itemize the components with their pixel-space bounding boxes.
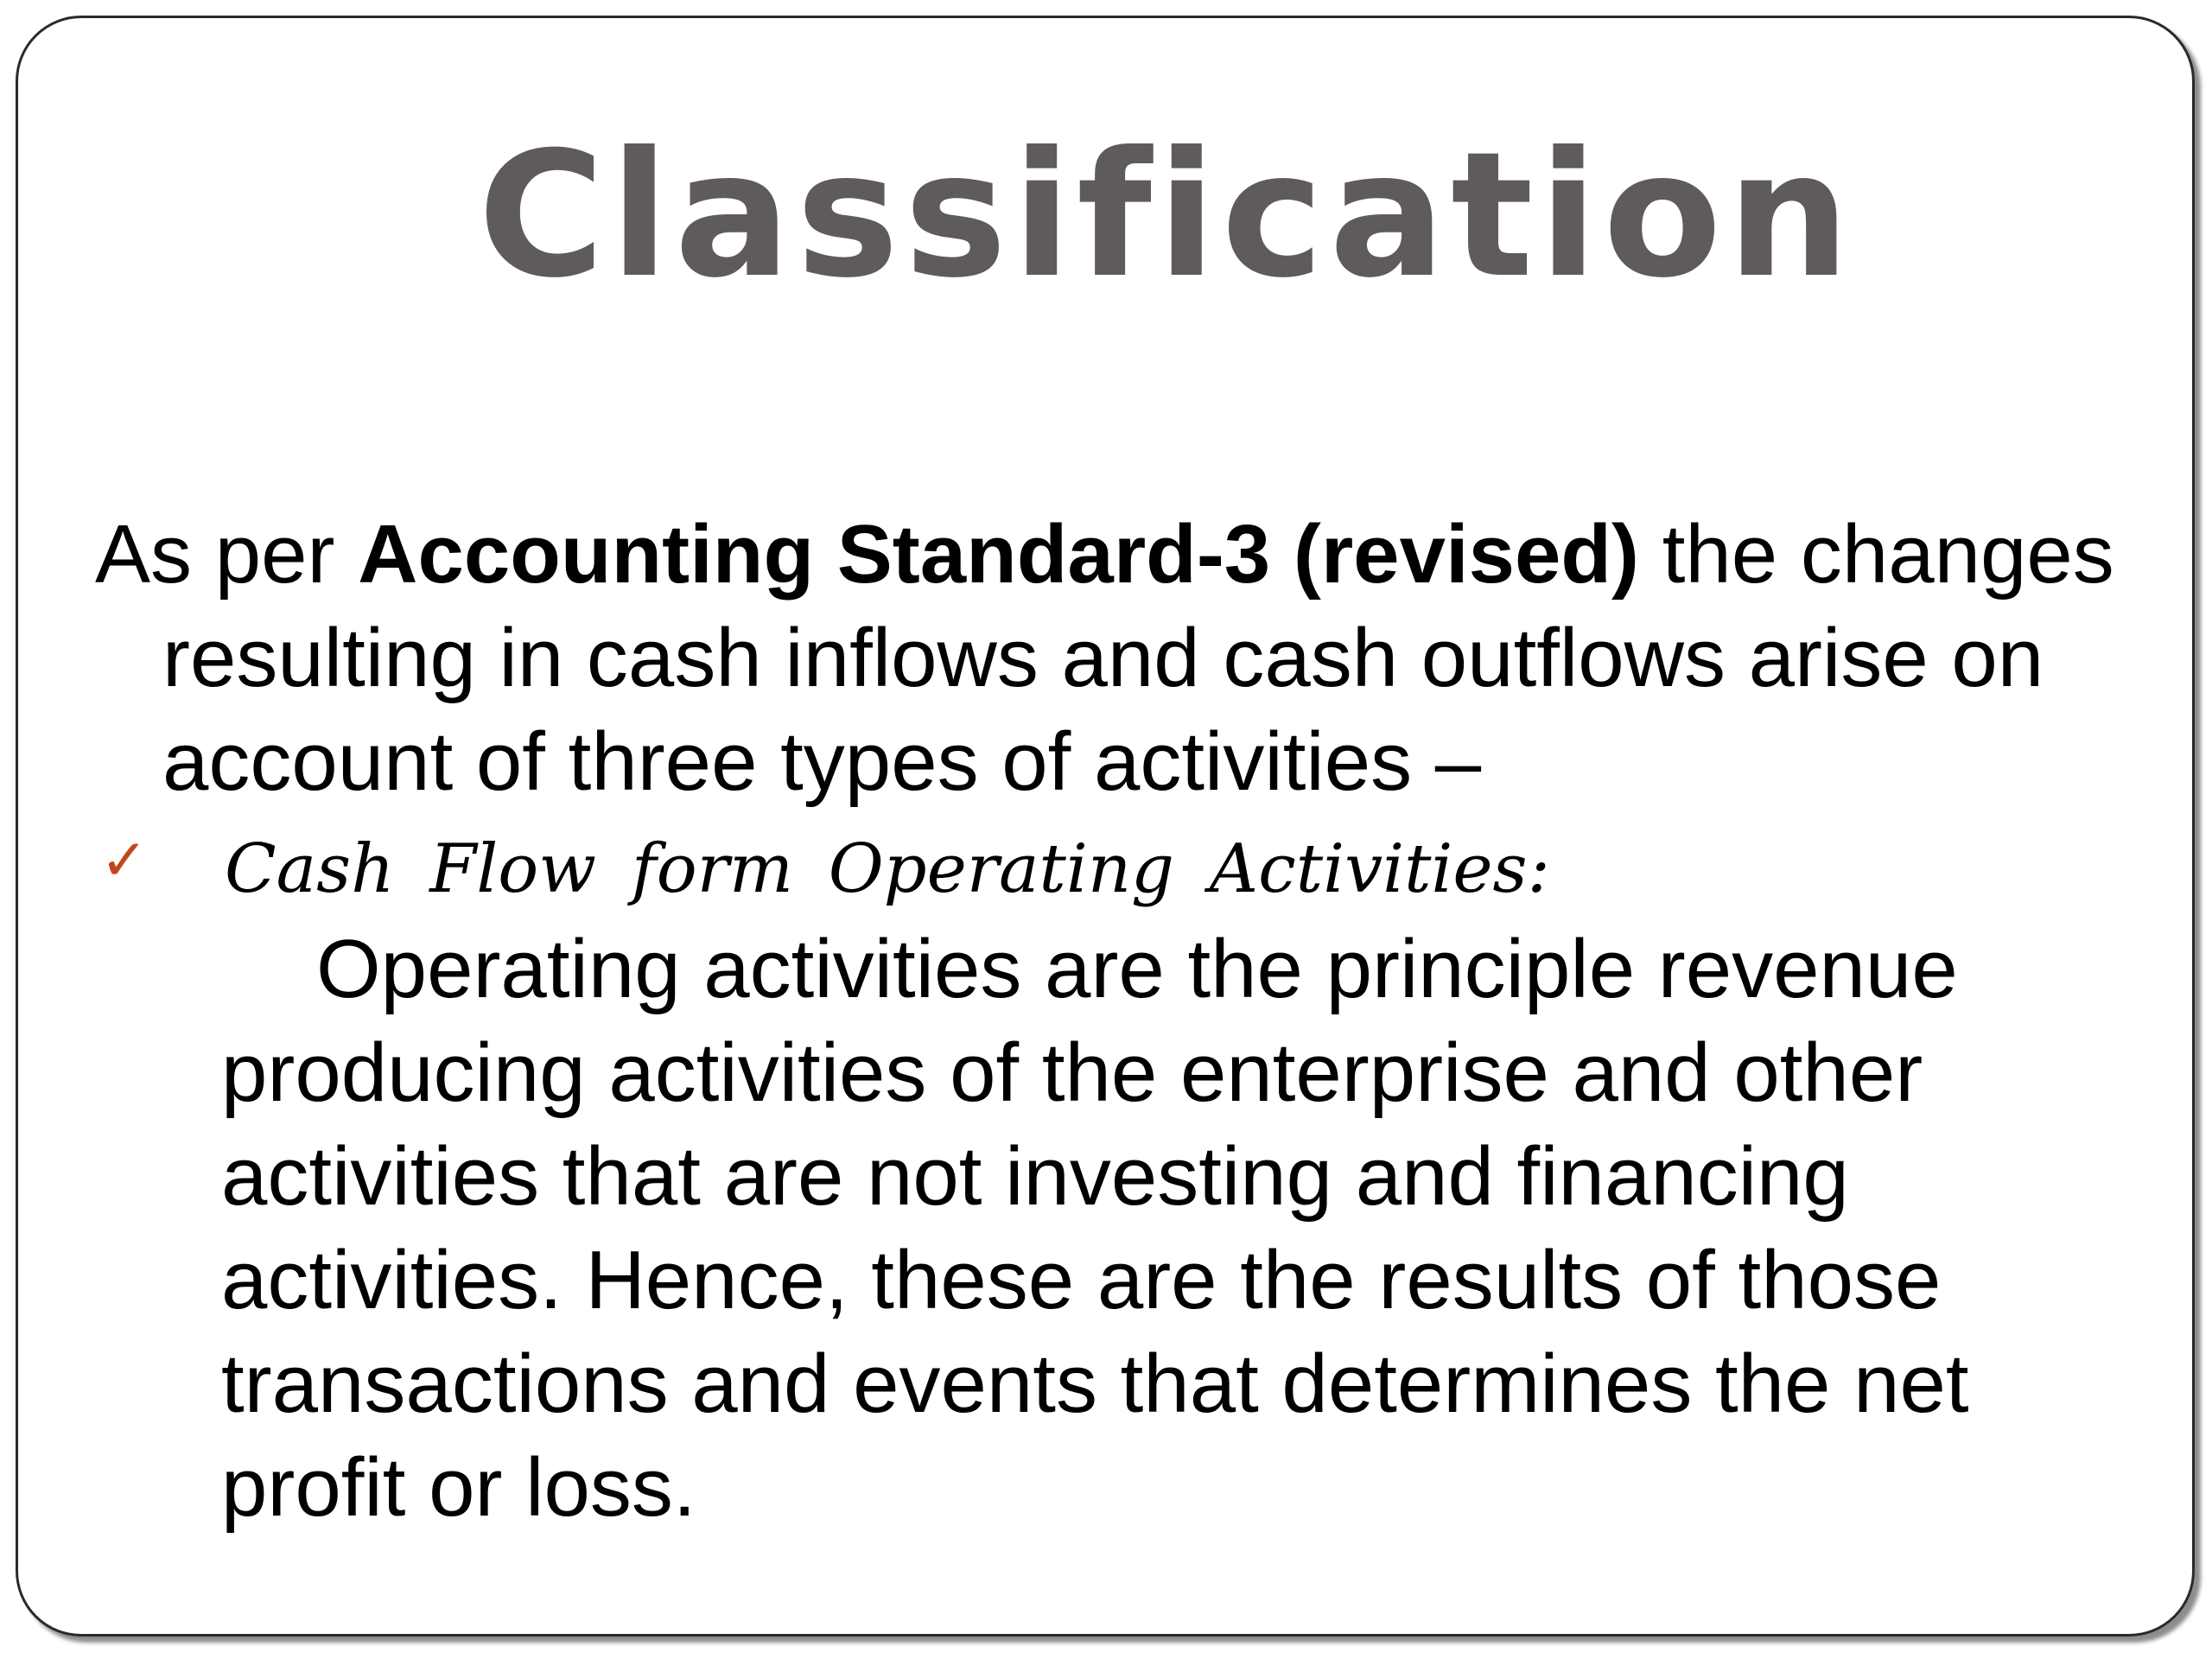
slide-title: Classification bbox=[478, 115, 1855, 316]
slide-body bbox=[95, 503, 2134, 1540]
intro-suffix: the changes resulting in cash inflows and cash outflows arise on account of three types of activities – bbox=[162, 508, 2114, 808]
checkmark-icon: ✓ bbox=[100, 827, 149, 893]
intro-prefix: As per bbox=[95, 508, 359, 601]
bullet-operating-activities bbox=[95, 814, 2134, 918]
operating-activities-paragraph: Operating activities are the principle revenue producing activities of the enterprise and other activities that are not investing and financing activities. Hence, these are the results of those transactions and events that determines the net profit or loss. bbox=[221, 923, 1969, 1534]
intro-paragraph bbox=[95, 503, 2134, 814]
intro-standard-name: Accounting Standard-3 (revised) bbox=[358, 508, 1640, 601]
bullet-label: Cash Flow form Operating Activities: bbox=[225, 830, 1550, 908]
